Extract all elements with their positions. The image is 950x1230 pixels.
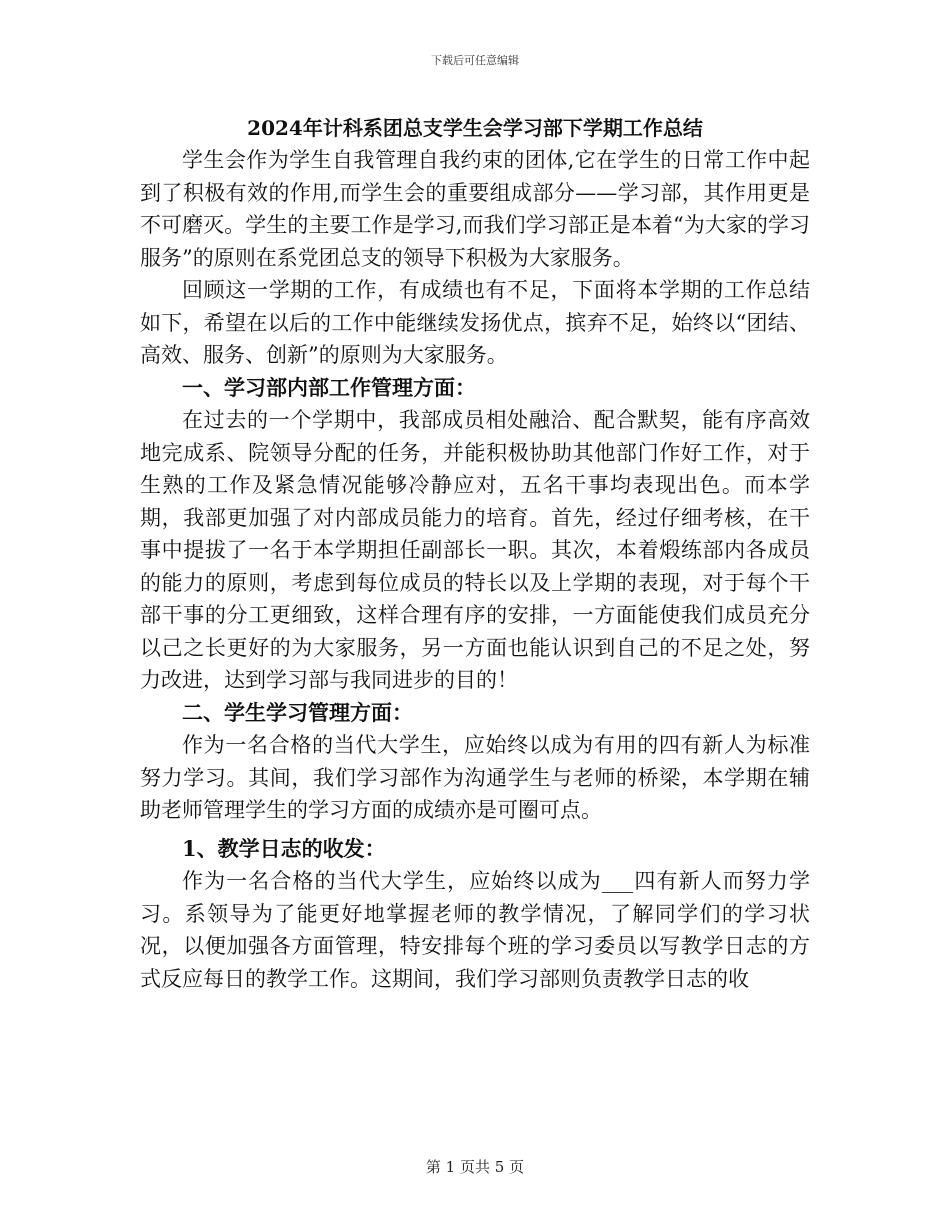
document-title: 2024年计科系团总支学生会学习部下学期工作总结: [247, 116, 703, 140]
page-footer: 第 1 页共 5 页: [425, 1158, 525, 1176]
paragraph-teaching-log: 作为一名合格的当代大学生，应始终以成为___四有新人而努力学习。系领导为了能更好地掌握老师的教学情况，了解同学们的学习状况，以便加强各方面管理，特安排每个班的学习委员以写教学日志的方式反应每日的教学工作。这期间，我们学习部则负责教学日志的收: [140, 869, 810, 991]
paragraph-review: 回顾这一学期的工作，有成绩也有不足，下面将本学期的工作总结如下，希望在以后的工作中能继续发扬优点，摈弃不足，始终以“团结、高效、服务、创新”的原则为大家服务。: [140, 278, 810, 367]
document-body: [140, 112, 810, 995]
section-heading-internal-management: 一、学习部内部工作管理方面：: [182, 374, 476, 400]
paragraph-internal-management: 在过去的一个学期中，我部成员相处融洽、配合默契，能有序高效地完成系、院领导分配的任务，并能积极协助其他部门作好工作，对于生熟的工作及紧急情况能够冷静应对，五名干事均表现出色。而本学期，我部更加强了对内部成员能力的培育。首先，经过仔细考核，在干事中提拔了一名于本学期担任副部长一职。其次，本着煅练部内各成员的能力的原则，考虑到每位成员的特长以及上学期的表现，对于每个干部干事的分工更细致，这样合理有序的安排，一方面能使我们成员充分以己之长更好的为大家服务，另一方面也能认识到自己的不足之处，努力改进，达到学习部与我同进步的目的！: [140, 408, 810, 692]
paragraph-intro: 学生会作为学生自我管理自我约束的团体,它在学生的日常工作中起到了积极有效的作用,而学生会的重要组成部分——学习部，其作用更是不可磨灭。学生的主要工作是学习,而我们学习部正是本着“为大家的学习服务”的原则在系党团总支的领导下积极为大家服务。: [140, 148, 810, 270]
page-header: 下载后可任意编辑: [431, 54, 519, 67]
paragraph-student-learning: 作为一名合格的当代大学生，应始终以成为有用的四有新人为标准努力学习。其间，我们学习部作为沟通学生与老师的桥梁，本学期在辅助老师管理学生的学习方面的成绩亦是可圈可点。: [140, 733, 810, 822]
subsection-heading-teaching-log: 1、教学日志的收发：: [182, 835, 386, 861]
section-heading-student-learning: 二、学生学习管理方面：: [182, 699, 413, 725]
